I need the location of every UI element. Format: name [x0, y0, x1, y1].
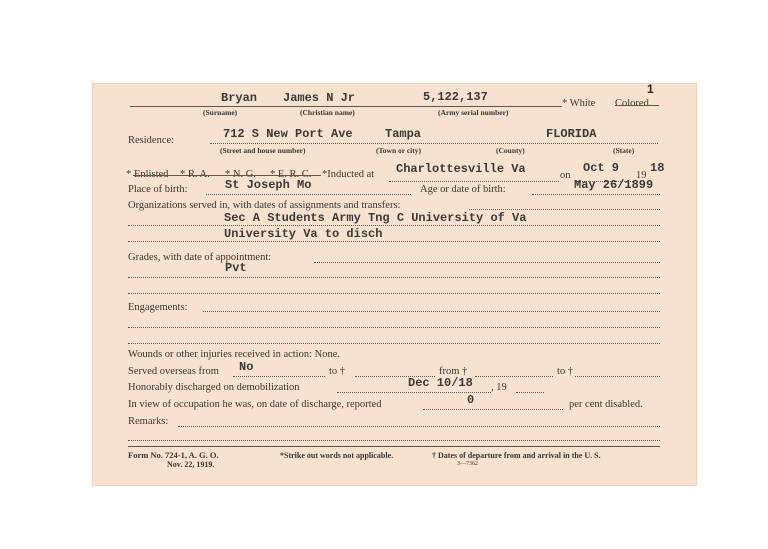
- town-value: Tampa: [385, 127, 422, 141]
- remarks-line-1: [128, 440, 660, 441]
- organizations-label: Organizations served in, with dates of assignments and transfers:: [128, 200, 401, 211]
- christian-caption: (Christian name): [300, 108, 355, 117]
- race-colored-label: Colored.: [615, 98, 652, 109]
- christian-name-value: James N Jr: [283, 91, 356, 105]
- engagements-line-0: [203, 311, 660, 312]
- surname-caption: (Surname): [203, 108, 238, 117]
- footer-rule: [128, 446, 660, 447]
- overseas-to-label-2: to †: [557, 366, 574, 377]
- induction-date-value: Oct 9: [583, 161, 620, 175]
- disability-line: [423, 409, 563, 410]
- page-number: 1: [647, 82, 654, 96]
- grades-line-2: [128, 293, 660, 294]
- birth-date-line: [532, 194, 660, 195]
- served-overseas-label: Served overseas from: [128, 366, 219, 377]
- form-number: Form No. 724-1, A. G. O.: [128, 450, 219, 460]
- organizations-line-1: [128, 225, 660, 226]
- residence-line: [210, 143, 658, 144]
- overseas-to-label-1: to †: [329, 366, 346, 377]
- race-white-label: * White: [562, 98, 596, 109]
- state-caption: (State): [613, 146, 635, 155]
- ra-label: * R. A.: [180, 169, 210, 180]
- county-caption: (County): [496, 146, 525, 155]
- year-value: 18: [650, 161, 665, 175]
- enlisted-label: Enlisted: [134, 169, 169, 180]
- strike-enlistment: [133, 175, 321, 176]
- street-value: 712 S New Port Ave: [223, 127, 353, 141]
- remarks-line-0: [178, 426, 660, 427]
- enlisted-star: *: [126, 169, 132, 180]
- print-code: 3—7362: [457, 461, 478, 467]
- disability-label: In view of occupation he was, on date of discharge, reported: [128, 399, 382, 410]
- overseas-from-label: from †: [439, 366, 468, 377]
- discharge-label: Honorably discharged on demobilization: [128, 382, 300, 393]
- strike-colored: [615, 105, 659, 106]
- disability-value: 0: [467, 393, 475, 407]
- serial-number-value: 5,122,137: [423, 90, 488, 104]
- engagements-label: Engagements:: [128, 302, 188, 313]
- organizations-line-2: [128, 241, 660, 242]
- discharge-year-label: , 19: [491, 382, 507, 393]
- residence-label: Residence:: [128, 135, 175, 146]
- overseas-to-line-2: [575, 376, 660, 377]
- grades-line-1: [128, 277, 660, 278]
- age-label: Age or date of birth:: [420, 184, 506, 195]
- inducted-line: [389, 181, 559, 182]
- overseas-from-line: [233, 376, 325, 377]
- place-of-birth-line: [206, 194, 411, 195]
- engagements-line-2: [128, 343, 660, 344]
- serial-caption: (Army serial number): [438, 108, 509, 117]
- erc-label: * E. R. C.: [270, 169, 312, 180]
- inducted-place-value: Charlottesville Va: [396, 162, 526, 176]
- ng-label: * N. G.: [225, 169, 256, 180]
- grade-value: Pvt: [225, 261, 247, 275]
- organization-line-2: University Va to disch: [224, 227, 383, 241]
- state-value: FLORIDA: [546, 127, 597, 141]
- birth-date-value: May 26/1899: [574, 178, 654, 192]
- place-of-birth-label: Place of birth:: [128, 184, 188, 195]
- town-caption: (Town or city): [376, 146, 421, 155]
- dates-note: † Dates of departure from and arrival in the U. S.: [432, 451, 601, 460]
- strike-out-note: *Strike out words not applicable.: [280, 451, 394, 460]
- remarks-label: Remarks:: [128, 416, 169, 427]
- name-underline: [130, 106, 562, 107]
- year-prefix: 19: [636, 170, 647, 181]
- inducted-label: *Inducted at: [322, 169, 375, 180]
- discharge-date-value: Dec 10/18: [408, 376, 473, 390]
- place-of-birth-value: St Joseph Mo: [225, 178, 312, 192]
- wounds-label: Wounds or other injuries received in action: None.: [128, 349, 341, 360]
- organizations-line-0: [469, 209, 660, 210]
- served-overseas-value: No: [239, 360, 254, 374]
- engagements-line-1: [128, 327, 660, 328]
- street-caption: (Street and house number): [220, 146, 306, 155]
- surname-value: Bryan: [221, 91, 258, 105]
- organization-line-1: Sec A Students Army Tng C University of Va: [224, 211, 527, 225]
- disability-suffix: per cent disabled.: [569, 399, 643, 410]
- grades-line-0: [314, 262, 660, 263]
- form-date: Nov. 22, 1919.: [167, 460, 215, 469]
- grades-label: Grades, with date of appointment:: [128, 252, 272, 263]
- on-label: on: [560, 170, 571, 181]
- discharge-year-line: [516, 392, 544, 393]
- service-record-card: [93, 84, 696, 485]
- overseas-from-line-2: [475, 376, 553, 377]
